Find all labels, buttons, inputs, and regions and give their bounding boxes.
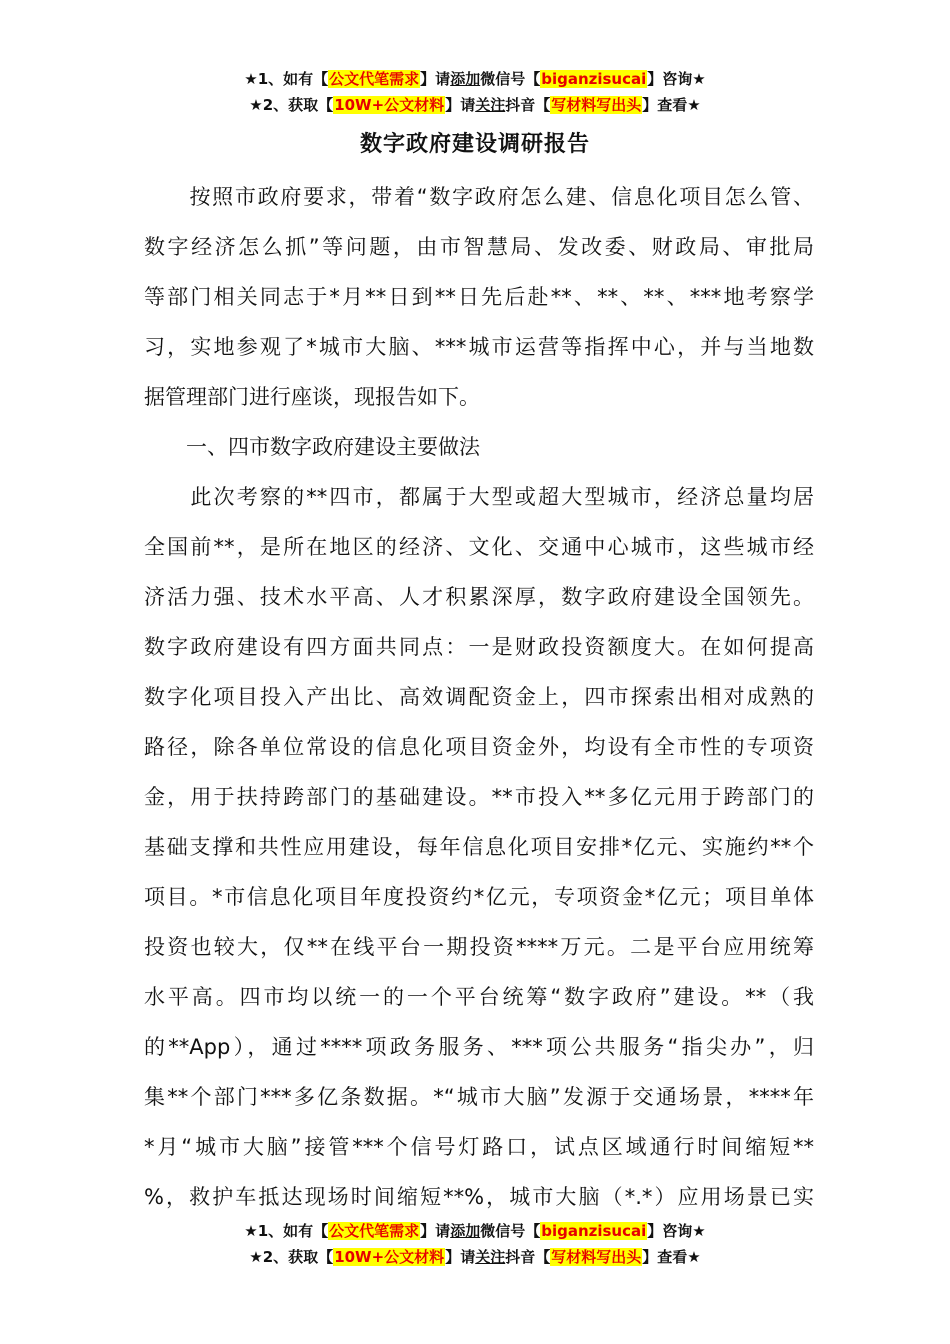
highlight-service: 公文代笔需求: [329, 1222, 420, 1240]
text-line: 基础支撑和共性应用建设，每年信息化项目安排*亿元、实施约**个: [144, 835, 814, 859]
top-banner: [0, 66, 950, 118]
text-line: 的**App），通过****项政务服务、***项公共服务“指尖办”，归: [144, 1035, 814, 1059]
paragraph-intro: [144, 172, 814, 422]
highlight-wechat-id: biganzisucai: [541, 70, 647, 88]
bottom-banner: [0, 1218, 950, 1270]
text-line: %，救护车抵达现场时间缩短**%，城市大脑（*.*）应用场景已实: [144, 1185, 814, 1209]
document-body: [144, 172, 814, 1222]
text-line: *月“城市大脑”接管***个信号灯路口，试点区域通行时间缩短**: [144, 1135, 814, 1159]
highlight-douyin: 写材料写出头: [551, 1248, 642, 1266]
section-heading: [144, 422, 814, 472]
text-line: 习，实地参观了*城市大脑、***城市运营等指挥中心，并与当地数: [144, 335, 814, 359]
text-line: 据管理部门进行座谈，现报告如下。: [144, 385, 480, 409]
text-line: 等部门相关同志于*月**日到**日先后赴**、**、**、***地考察学: [144, 285, 814, 309]
highlight-douyin: 写材料写出头: [551, 96, 642, 114]
text-line: 项目。*市信息化项目年度投资约*亿元，专项资金*亿元；项目单体: [144, 885, 814, 909]
highlight-service: 公文代笔需求: [329, 70, 420, 88]
paragraph-practices: [144, 472, 814, 1222]
highlight-materials: 10W+公文材料: [334, 1248, 445, 1266]
text-line: 路径，除各单位常设的信息化项目资金外，均设有全市性的专项资: [144, 735, 814, 759]
highlight-wechat-id: biganzisucai: [541, 1222, 647, 1240]
text-line: 金，用于扶持跨部门的基础建设。**市投入**多亿元用于跨部门的: [144, 785, 814, 809]
banner-line-1: ★1、如有【公文代笔需求】请添加微信号【biganzisucai】咨询★: [244, 70, 706, 88]
text-line: 集**个部门***多亿条数据。*“城市大脑”发源于交通场景，****年: [144, 1085, 814, 1109]
text-line: 济活力强、技术水平高、人才积累深厚，数字政府建设全国领先。: [144, 585, 814, 609]
text-line: 数字经济怎么抓”等问题，由市智慧局、发改委、财政局、审批局: [144, 235, 814, 259]
text-line: 此次考察的**四市，都属于大型或超大型城市，经济总量均居: [144, 485, 814, 509]
text-line: 全国前**，是所在地区的经济、文化、交通中心城市，这些城市经: [144, 535, 814, 559]
text-line: 水平高。四市均以统一的一个平台统筹“数字政府”建设。**（我: [144, 985, 814, 1009]
highlight-materials: 10W+公文材料: [334, 96, 445, 114]
banner-line-2: ★2、获取【10W+公文材料】请关注抖音【写材料写出头】查看★: [249, 96, 701, 114]
text-line: 一、四市数字政府建设主要做法: [144, 435, 480, 459]
banner-line-1: ★1、如有【公文代笔需求】请添加微信号【biganzisucai】咨询★: [244, 1222, 706, 1240]
text-line: 投资也较大，仅**在线平台一期投资****万元。二是平台应用统筹: [144, 935, 814, 959]
document-title: 数字政府建设调研报告: [359, 132, 590, 157]
text-line: 数字化项目投入产出比、高效调配资金上，四市探索出相对成熟的: [144, 685, 814, 709]
text-line: 按照市政府要求，带着“数字政府怎么建、信息化项目怎么管、: [144, 185, 814, 209]
banner-line-2: ★2、获取【10W+公文材料】请关注抖音【写材料写出头】查看★: [249, 1248, 701, 1266]
text-line: 数字政府建设有四方面共同点：一是财政投资额度大。在如何提高: [144, 635, 814, 659]
